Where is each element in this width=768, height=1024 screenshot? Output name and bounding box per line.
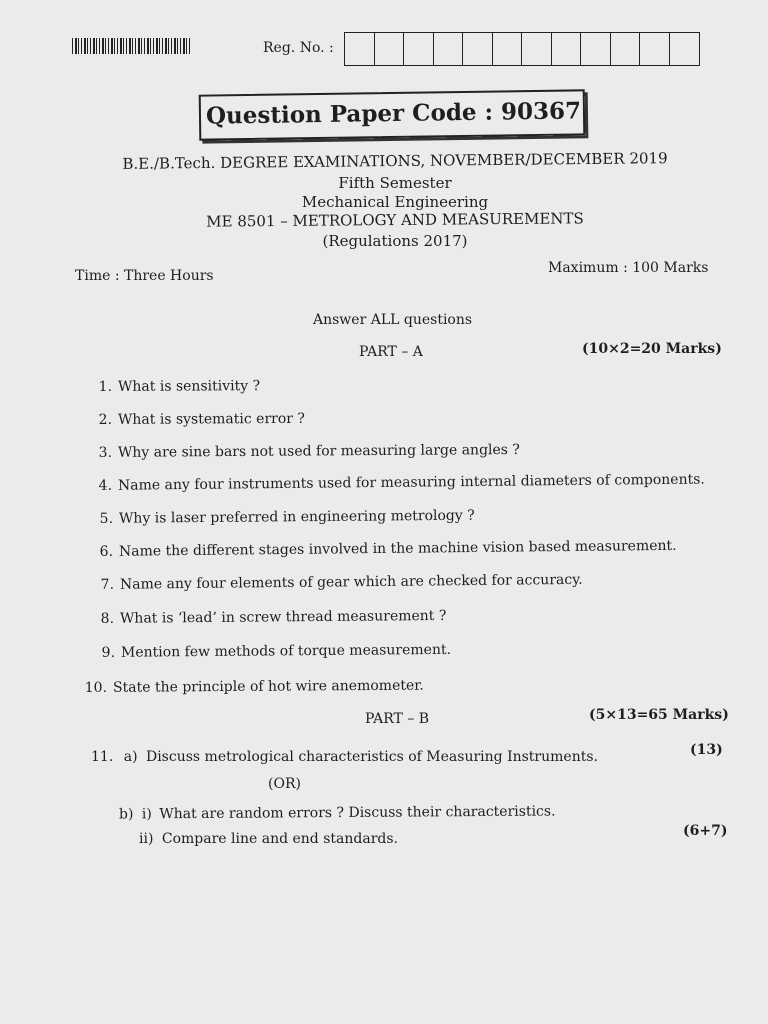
sub-label: ii) xyxy=(139,831,154,847)
question-text: What are random errors ? Discuss their characteristics. xyxy=(159,803,556,823)
question-11b-i xyxy=(119,803,556,822)
or-separator: (OR) xyxy=(268,776,301,792)
reg-no-box[interactable] xyxy=(345,33,375,65)
barcode-image xyxy=(72,38,190,54)
question-5 xyxy=(90,508,475,527)
question-text: What is systematic error ? xyxy=(117,410,305,428)
question-number: 6. xyxy=(99,543,114,560)
part-b-title: PART – B xyxy=(365,711,430,727)
question-number: 4. xyxy=(98,477,113,494)
part-a-marks: (10×2=20 Marks) xyxy=(582,341,722,357)
reg-no-box[interactable] xyxy=(493,33,523,65)
part-b-marks: (5×13=65 Marks) xyxy=(589,707,729,723)
question-text: Mention few methods of torque measurement. xyxy=(120,641,452,661)
question-11a-marks: (13) xyxy=(690,742,723,758)
semester: Fifth Semester xyxy=(338,174,452,192)
exam-title: B.E./B.Tech. DEGREE EXAMINATIONS, NOVEMBER/DECEMBER 2019 xyxy=(122,149,668,173)
instruction: Answer ALL questions xyxy=(313,312,473,328)
question-2 xyxy=(89,411,305,428)
question-11a xyxy=(91,749,598,765)
question-number: 8. xyxy=(100,610,115,627)
question-text: Compare line and end standards. xyxy=(161,831,398,847)
question-text: Name any four elements of gear which are checked for accuracy. xyxy=(119,571,583,593)
question-3 xyxy=(89,442,520,461)
part-a-title: PART – A xyxy=(359,344,423,360)
maximum-marks: Maximum : 100 Marks xyxy=(548,260,709,276)
reg-no-box[interactable] xyxy=(670,33,700,65)
paper-code: Question Paper Code : 90367 xyxy=(205,97,582,130)
question-text: Why are sine bars not used for measuring large angles ? xyxy=(117,441,520,461)
subject: ME 8501 – METROLOGY AND MEASUREMENTS xyxy=(206,209,584,231)
reg-no-boxes[interactable] xyxy=(344,32,700,66)
question-number: 7. xyxy=(100,576,115,593)
option-label: b) xyxy=(118,806,134,823)
branch: Mechanical Engineering xyxy=(301,193,489,211)
reg-no-box[interactable] xyxy=(581,33,611,65)
question-text: Why is laser preferred in engineering metrology ? xyxy=(118,507,475,527)
question-text: State the principle of hot wire anemometer. xyxy=(112,677,424,696)
reg-no-box[interactable] xyxy=(611,33,641,65)
question-6 xyxy=(90,538,677,560)
question-number: 1. xyxy=(98,378,113,395)
question-7 xyxy=(91,572,583,593)
exam-duration: Time : Three Hours xyxy=(75,268,214,284)
reg-no-box[interactable] xyxy=(552,33,582,65)
question-number: 5. xyxy=(99,510,114,527)
reg-no-box[interactable] xyxy=(434,33,464,65)
reg-no-label: Reg. No. : xyxy=(263,40,334,56)
reg-no-box[interactable] xyxy=(640,33,670,65)
question-1 xyxy=(89,378,260,395)
question-9 xyxy=(92,642,451,661)
question-text: What is sensitivity ? xyxy=(117,378,261,395)
regulations: (Regulations 2017) xyxy=(322,232,468,250)
question-11b-ii xyxy=(139,831,398,847)
question-4 xyxy=(89,472,705,494)
question-text: Discuss metrological characteristics of Measuring Instruments. xyxy=(145,749,598,765)
reg-no-box[interactable] xyxy=(522,33,552,65)
question-text: Name any four instruments used for measuring internal diameters of components. xyxy=(117,471,705,494)
reg-no-box[interactable] xyxy=(375,33,405,65)
question-8 xyxy=(91,608,447,627)
question-text: What is ‘lead’ in screw thread measurement ? xyxy=(119,607,447,627)
question-10 xyxy=(84,678,424,696)
reg-no-box[interactable] xyxy=(404,33,434,65)
reg-no-box[interactable] xyxy=(463,33,493,65)
question-11b-marks: (6+7) xyxy=(683,823,728,839)
option-label: a) xyxy=(123,749,138,765)
question-text: Name the different stages involved in the machine vision based measurement. xyxy=(118,537,677,560)
question-number: 10. xyxy=(84,679,108,696)
question-number: 11. xyxy=(91,749,114,765)
sub-label: i) xyxy=(141,806,152,823)
question-number: 9. xyxy=(101,644,116,661)
question-number: 2. xyxy=(98,411,113,428)
question-number: 3. xyxy=(98,444,113,461)
